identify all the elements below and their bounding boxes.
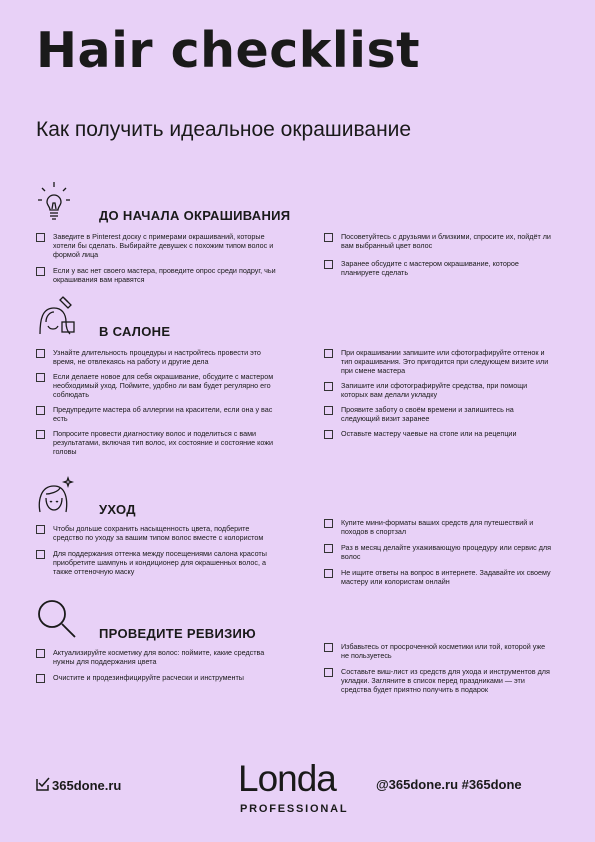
- checklist-item[interactable]: [36, 429, 276, 456]
- section-before-coloring: [36, 180, 556, 290]
- section-heading: ДО НАЧАЛА ОКРАШИВАНИЯ: [99, 208, 291, 223]
- checklist-item[interactable]: [36, 372, 276, 399]
- magnifier-icon: [36, 598, 78, 645]
- checkbox[interactable]: [36, 649, 45, 658]
- item-text: При окрашивании запишите или сфотографируйте оттенок и тип окрашивания. Это пригодится при следующем визите или при смене мастера: [341, 348, 549, 375]
- woman-hair-dye-icon: [36, 296, 80, 343]
- item-text: Раз в месяц делайте ухаживающую процедуру или сервис для волос: [341, 543, 551, 561]
- checklist-item[interactable]: [36, 549, 276, 576]
- checklist-item[interactable]: [324, 429, 552, 438]
- checklist-item[interactable]: [324, 232, 552, 250]
- item-text: Попросите провести диагностику волос и поделиться с вами результатами, включая тип волос, их состояние и состояние кожи головы: [53, 429, 274, 456]
- item-text: Оставьте мастеру чаевые на стопе или на рецепции: [341, 429, 517, 438]
- item-text: Избавьтесь от просроченной косметики или той, которой уже не пользуетесь: [341, 642, 546, 660]
- checkbox[interactable]: [36, 406, 45, 415]
- item-text: Запишите или сфотографируйте средства, при помощи которых вам делали укладку: [341, 381, 528, 399]
- footer-site-link[interactable]: [36, 777, 121, 794]
- item-text: Для поддержания оттенка между посещениями салона красоты приобретите шампунь и кондиционер для окрашенных волос, а также оттеночную маску: [53, 549, 267, 576]
- checkbox[interactable]: [36, 674, 45, 683]
- footer-site-text: 365done.ru: [52, 778, 122, 793]
- checklist-item[interactable]: [36, 348, 276, 366]
- checkbox[interactable]: [324, 430, 333, 439]
- checkbox[interactable]: [324, 233, 333, 242]
- londa-logo: Londa: [238, 758, 336, 799]
- checklist-item[interactable]: [324, 405, 552, 423]
- section-revision: [36, 598, 556, 708]
- checkbox[interactable]: [324, 668, 333, 677]
- item-text: Если делаете новое для себя окрашивание, обсудите с мастером необходимый уход. Поймите, удобно ли вам будет регулярно его соблюдать: [53, 372, 274, 399]
- checkbox-tick-icon: [36, 777, 50, 794]
- item-text: Не ищите ответы на вопрос в интернете. Задавайте их своему мастеру или колористам онлайн: [341, 568, 551, 586]
- item-text: Узнайте длительность процедуры и настройтесь провести это время, не отвлекаясь на работу и другие дела: [53, 348, 261, 366]
- checklist-item[interactable]: [36, 405, 276, 423]
- item-text: Купите мини-форматы ваших средств для путешествий и походов в спортзал: [341, 518, 534, 536]
- checkbox[interactable]: [36, 430, 45, 439]
- item-text: Предупредите мастера об аллергии на красители, если она у вас есть: [53, 405, 273, 423]
- footer-social[interactable]: @365done.ru #365done: [376, 777, 522, 792]
- checklist-item[interactable]: [324, 642, 552, 660]
- checkbox[interactable]: [36, 267, 45, 276]
- item-text: Заведите в Pinterest доску с примерами окрашиваний, которые хотели бы сделать. Выбирайте девушек с похожим типом волос и формой лица: [53, 232, 274, 259]
- checkbox[interactable]: [324, 643, 333, 652]
- section-in-salon: [36, 296, 556, 466]
- item-text: Заранее обсудите с мастером окрашивание, которое планируете сделать: [341, 259, 519, 277]
- checkbox[interactable]: [324, 260, 333, 269]
- checklist-item[interactable]: [324, 568, 552, 586]
- page-title: Hair checklist: [36, 22, 421, 79]
- section-care: [36, 474, 556, 594]
- woman-sparkle-icon: [36, 474, 76, 521]
- checkbox[interactable]: [324, 519, 333, 528]
- section-heading: В САЛОНЕ: [99, 324, 171, 339]
- item-text: Если у вас нет своего мастера, проведите опрос среди подруг, чьи окрашивания вам нравятся: [53, 266, 276, 284]
- checklist-item[interactable]: [324, 348, 552, 375]
- checklist-item[interactable]: [324, 381, 552, 399]
- checklist-item[interactable]: [36, 648, 276, 666]
- checklist-item[interactable]: [324, 259, 552, 277]
- checkbox[interactable]: [36, 550, 45, 559]
- page-subtitle: Как получить идеальное окрашивание: [36, 118, 412, 141]
- checkbox[interactable]: [36, 233, 45, 242]
- checklist-item[interactable]: [324, 543, 552, 561]
- checkbox[interactable]: [324, 544, 333, 553]
- checkbox[interactable]: [324, 569, 333, 578]
- checklist-item[interactable]: [36, 266, 276, 284]
- checklist-item[interactable]: [36, 232, 276, 259]
- item-text: Проявите заботу о своём времени и запишитесь на следующий визит заранее: [341, 405, 514, 423]
- checklist-item[interactable]: [324, 667, 552, 694]
- checklist-item[interactable]: [324, 518, 552, 536]
- checkbox[interactable]: [36, 349, 45, 358]
- item-text: Чтобы дольше сохранить насыщенность цвета, подберите средство по уходу за вашим типом волос вместе с колористом: [53, 524, 264, 542]
- section-heading: ПРОВЕДИТЕ РЕВИЗИЮ: [99, 626, 256, 641]
- checkbox[interactable]: [324, 382, 333, 391]
- item-text: Очистите и продезинфицируйте расчески и инструменты: [53, 673, 244, 682]
- checkbox[interactable]: [36, 373, 45, 382]
- lightbulb-icon: [36, 180, 72, 227]
- checkbox[interactable]: [324, 406, 333, 415]
- checklist-item[interactable]: [36, 524, 276, 542]
- item-text: Составьте виш-лист из средств для ухода и инструментов для укладки. Загляните в список перед праздниками — эти средства будет приятно получить в подарок: [341, 667, 550, 694]
- item-text: Актуализируйте косметику для волос: поймите, какие средства нужны для поддержания цвета: [53, 648, 265, 666]
- checkbox[interactable]: [36, 525, 45, 534]
- item-text: Посоветуйтесь с друзьями и близкими, спросите их, пойдёт ли вам выбранный цвет волос: [341, 232, 551, 250]
- checklist-item[interactable]: [36, 673, 276, 682]
- section-heading: УХОД: [99, 502, 136, 517]
- londa-logo-sub: PROFESSIONAL: [240, 803, 349, 815]
- checkbox[interactable]: [324, 349, 333, 358]
